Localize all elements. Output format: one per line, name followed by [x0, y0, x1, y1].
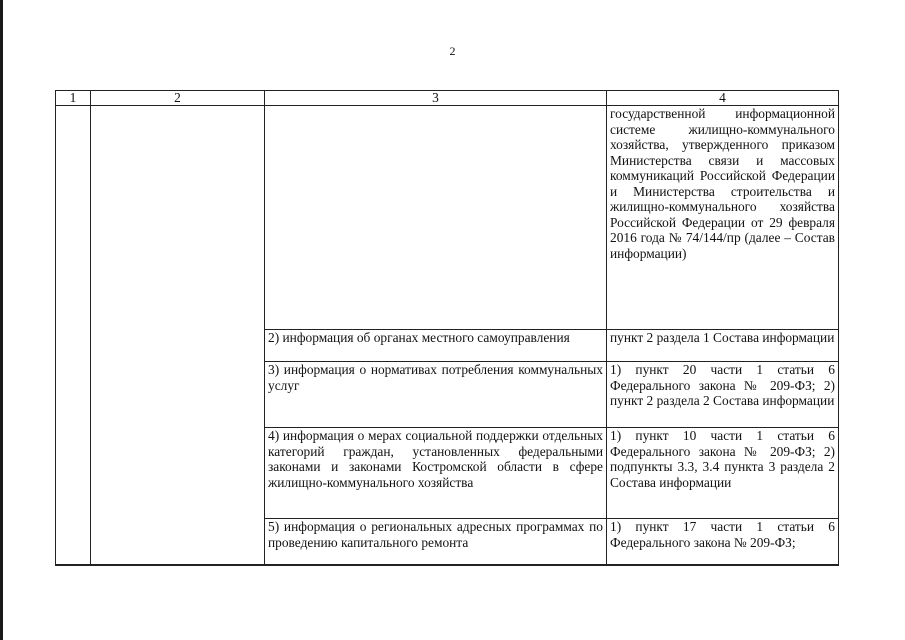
header-col-2: 2: [91, 91, 265, 106]
header-col-1: 1: [56, 91, 91, 106]
row3-col4: 1) пункт 20 части 1 статьи 6 Федерального закона № 209-ФЗ; 2) пункт 2 раздела 2 Состава информации: [607, 362, 839, 428]
table-header-row: [56, 91, 839, 106]
row5-col3: 5) информация о региональных адресных программах по проведению капитального ремонта: [265, 519, 607, 566]
row1-col3: [265, 106, 607, 330]
row3-col3: 3) информация о нормативах потребления коммунальных услуг: [265, 362, 607, 428]
scan-edge: [0, 0, 3, 640]
col2-cell: [91, 106, 265, 566]
row4-col4: 1) пункт 10 части 1 статьи 6 Федерального закона № 209-ФЗ; 2) подпункты 3.3, 3.4 пункта 3 раздела 2 Состава информации: [607, 428, 839, 519]
table-row: [56, 106, 839, 330]
document-table: [55, 90, 839, 566]
row2-col4: пункт 2 раздела 1 Состава информации: [607, 330, 839, 362]
page-number: 2: [449, 44, 456, 58]
row4-col3: 4) информация о мерах социальной поддержки отдельных категорий граждан, установленных федеральными законами и законами Костромской области в сфере жилищно-коммунального хозяйства: [265, 428, 607, 519]
row2-col3: 2) информация об органах местного самоуправления: [265, 330, 607, 362]
row1-col4: государственной информационной системе жилищно-коммунального хозяйства, утвержденного приказом Министерства связи и массовых коммуникаций Российской Федерации и Министерства строительства и жилищно-коммунального хозяйства Российской Федерации от 29 февраля 2016 года № 74/144/пр (далее – Состав информации): [607, 106, 839, 330]
col1-cell: [56, 106, 91, 566]
header-col-3: 3: [265, 91, 607, 106]
header-col-4: 4: [607, 91, 839, 106]
row5-col4: 1) пункт 17 части 1 статьи 6 Федерального закона № 209-ФЗ;: [607, 519, 839, 566]
